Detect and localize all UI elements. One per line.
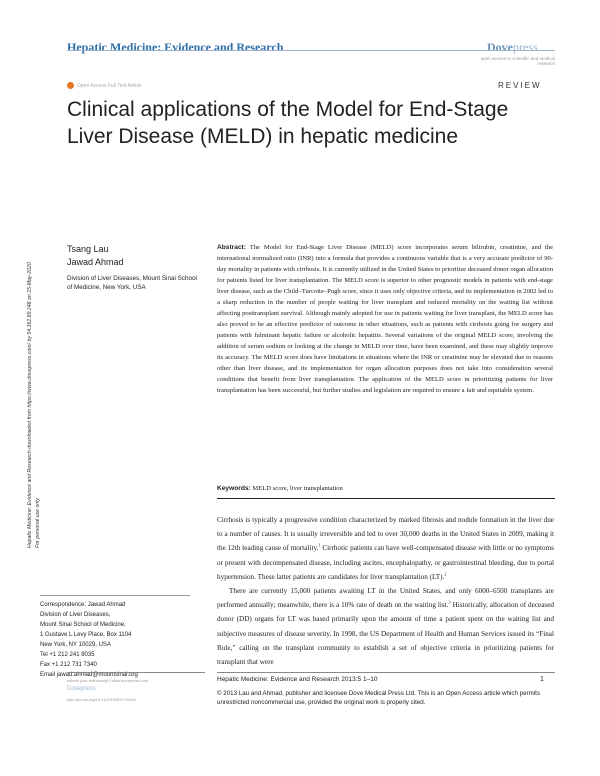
- abstract-label: Abstract:: [217, 244, 246, 251]
- article-body: [217, 513, 554, 669]
- body-text: Historically, allocation of deceased donor (DD) organs for LT was based primarily upon the amount of time a patient spent on the waiting list and subjective measures of disease severity. In 1998, the US Department of Health and Human Services issued its “Final Rule,” calling on the transplant community to establish a set of objective criteria in prioritizing patients for transplant that were: [217, 601, 554, 667]
- body-text: Cirrhotic patients can have well-compensated disease with little or no symptoms or present with decompensated disease, including ascites, encephalopathy, or gastrointestinal bleeding, due to portal hypertension. These latter patients are candidates for liver transplantation (LT).: [217, 544, 555, 581]
- correspondence-line: New York, NY 10029, USA: [40, 642, 111, 648]
- open-access-label: [67, 82, 141, 89]
- citation-ref[interactable]: 2: [444, 571, 447, 577]
- correspondence-block: [40, 600, 190, 680]
- footer-logo-suffix: press: [81, 686, 96, 692]
- submit-link[interactable]: submit your manuscript | www.dovepress.com: [67, 678, 149, 683]
- correspondence-label: Correspondence: Jawad Ahmad: [40, 602, 126, 608]
- abstract-text: The Model for End-Stage Liver Disease (MELD) score incorporates serum bilirubin, creatinine, and the international normalized ratio (INR) into a formula that provides a continuous variable that is a very accurate predictor of 90-day mortality in patients with cirrhosis. It is currently utilized in the United States to prioritize deceased donor organ allocation for patients listed for liver transplantation. The MELD score is superior to other prognostic models in patients with end-stage liver disease, such as the Child–Turcotte–Pugh score, since it uses only objective criteria, and its implementation in 2002 led to a sharp reduction in the number of people waiting for liver transplant and reduced mortality on the waiting list without affecting posttransplant survival. Although mainly adopted for use in patients waiting for liver transplant, the MELD score has also proved to be an effective predictor of outcome in other situations, such as patients with cirrhosis going for surgery and patients with fulminant hepatic failure or alcoholic hepatitis. Several variations of the original MELD score, involving the addition of serum sodium or looking at the change in MELD over time, have been examined, and these may slightly improve its accuracy. The MELD score does have limitations in situations where the INR or creatinine may be elevated due to reasons other than liver disease, and its implementation for organ allocation purposes does not take into consideration several conditions that benefit from liver transplantation. The application of the MELD score in prioritizing patients for liver transplantation has been successful, but further studies and legislation are required to ensure a fair and equitable system.: [217, 244, 553, 394]
- doi-link[interactable]: http://dx.doi.org/10.2147/HMER.S9449: [67, 697, 136, 702]
- article-title: Clinical applications of the Model for End-Stage Liver Disease (MELD) in hepatic medicine: [67, 98, 509, 148]
- correspondence-phone: Tel +1 212 241 8035: [40, 652, 95, 658]
- publisher-tagline: open access to scientific and medical research: [480, 56, 555, 66]
- keywords-text: MELD score, liver transplantation: [252, 485, 343, 492]
- publisher-logo-suffix: press: [513, 40, 538, 54]
- header-divider: [67, 50, 555, 51]
- citation-ref[interactable]: 3: [448, 599, 451, 605]
- body-text: Cirrhosis is typically a progressive condition characterized by marked fibrosis and nodule formation in the liver due to a number of causes. It is usually irreversible and led to over 30,000 deaths in the United States in 2009, making it the 12th leading cause of mortality.: [217, 516, 554, 553]
- footer-citation: Hepatic Medicine: Evidence and Research 2013:5 1–10: [217, 676, 378, 683]
- publisher-logo-main: Dove: [487, 40, 513, 54]
- footer-divider: [217, 672, 555, 673]
- correspondence-email[interactable]: Email jawad.ahmad@mountsinai.org: [40, 672, 138, 678]
- footer-logo-main: Dove: [67, 686, 82, 692]
- correspondence-divider: [40, 595, 190, 596]
- body-paragraph: [217, 513, 554, 584]
- watermark-line: Hepatic Medicine: Evidence and Research downloaded from https://www.dovepress.com/ by 54.162.89.248 on 25-May-2020: [27, 262, 33, 548]
- article-type: REVIEW: [498, 81, 542, 90]
- page-number: 1: [540, 676, 544, 683]
- author-name: Tsang Lau: [67, 244, 109, 254]
- footer-publisher-logo: [67, 686, 96, 692]
- body-text: There are currently 15,000 patients awaiting LT in the United States, and only 6000–6500 transplants are performed annually; meanwhile, there is a 10% rate of death on the waiting list.: [217, 587, 554, 610]
- correspondence-fax: Fax +1 212 731 7340: [40, 662, 97, 668]
- download-watermark: [26, 128, 42, 548]
- footer-divider: [67, 672, 205, 673]
- watermark-line: For personal use only.: [35, 497, 41, 548]
- body-paragraph: [217, 584, 554, 669]
- journal-name: Hepatic Medicine: Evidence and Research: [67, 40, 284, 54]
- author-name: Jawad Ahmad: [67, 257, 124, 267]
- abstract: [217, 242, 553, 396]
- copyright-notice: © 2013 Lau and Ahmad, publisher and licensee Dove Medical Press Ltd. This is an Open Access article which permits unrestricted noncommercial use, provided the original work is properly cited.: [217, 690, 540, 706]
- correspondence-line: Mount Sinai School of Medicine,: [40, 622, 126, 628]
- correspondence-line: Division of Liver Diseases,: [40, 612, 111, 618]
- publisher-logo: [487, 40, 538, 55]
- open-access-icon: [67, 82, 74, 89]
- open-access-text: Open Access Full Text Article: [77, 82, 142, 89]
- correspondence-line: 1 Gustave L Levy Place, Box 1104: [40, 632, 132, 638]
- keywords-label: Keywords:: [217, 485, 251, 492]
- abstract-divider: [217, 498, 555, 499]
- citation-ref[interactable]: 1: [318, 543, 321, 549]
- author-affiliation: Division of Liver Diseases, Mount Sinai School of Medicine, New York, USA: [67, 275, 197, 291]
- keywords: [217, 485, 553, 492]
